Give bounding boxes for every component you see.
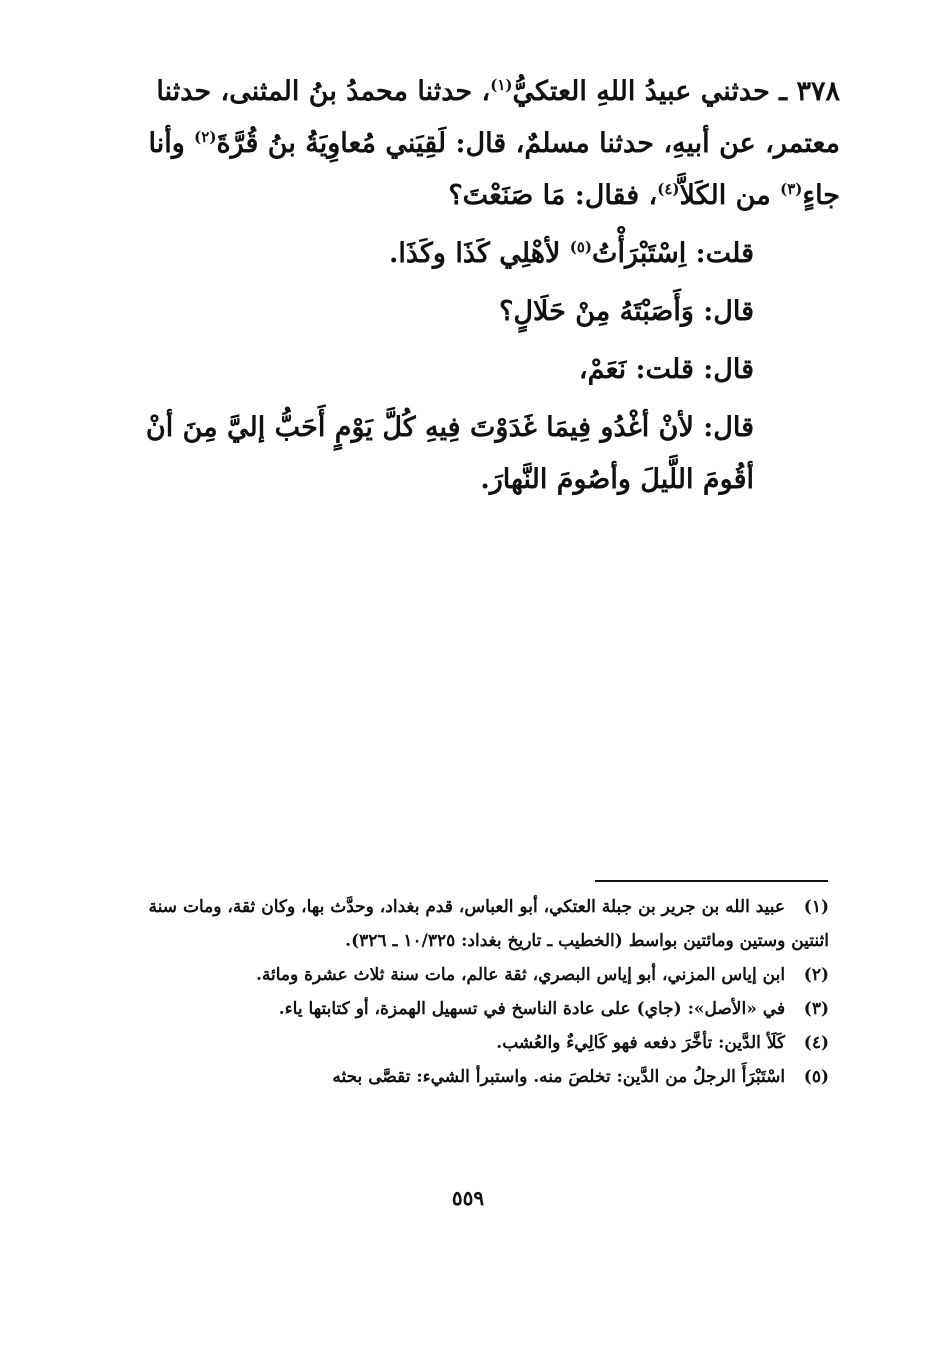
hadith-segment: ، فقال: مَا صَنَعْتَ؟ — [448, 180, 658, 211]
footnotes — [135, 890, 829, 1094]
footnote-4 — [135, 1026, 829, 1060]
dialogue-text: قلت: اِسْتَبْرَأْتُ — [592, 238, 754, 269]
footnote-ref-4[interactable]: (٤) — [657, 180, 680, 198]
footnote-number: (١) — [803, 897, 829, 917]
footnote-number: (٣) — [803, 999, 829, 1019]
footnote-separator — [595, 880, 828, 882]
footnote-ref-2[interactable]: (٢) — [194, 128, 217, 146]
footnote-number: (٤) — [803, 1033, 829, 1053]
dialogue-line: قال: قلت: نَعَمْ، — [578, 354, 754, 385]
footnote-ref-1[interactable]: (١) — [490, 76, 513, 94]
hadith-opening-paragraph: ٣٧٨ ـ حدثني عبيدُ اللهِ العتكيُّ$^{(١)}$، حدثنا محمدُ بنُ المثنى، حدثنا معتمر، عن أبيهِ، حدثنا مسلمٌ، قال: لَقِيَني مُعاوِيَةُ بنُ قُرَّةَ$^{(٢)}$ وأنا جاءٍ$^{(٣)}$ من الكَلاَّ$^{(٤)}$، فقال: مَا صَنَعْتَ؟ — [148, 76, 840, 211]
hadith-segment: وأنا جاءٍ — [148, 128, 840, 211]
page-number: ٥٥٩ — [451, 1186, 485, 1210]
footnote-2 — [135, 958, 829, 992]
hadith-text — [120, 66, 840, 506]
footnote-3 — [135, 992, 829, 1026]
dialogue-line: قال: لأنْ أغْدُو فِيمَا غَدَوْتَ فِيهِ كُلَّ يَوْمٍ أَحَبُّ إليَّ مِنَ أنْ أقُومَ اللَّيلَ وأصُومَ النَّهارَ. — [145, 412, 754, 495]
footnote-1 — [135, 890, 829, 958]
footnote-ref-5[interactable]: (٥) — [569, 238, 593, 256]
footnote-text: ابن إياس المزني، أبو إياس البصري، ثقة عالم، مات سنة ثلاث عشرة ومائة. — [255, 965, 786, 985]
dialogue-line — [120, 228, 840, 280]
footnote-text: كَلَأ الدَّين: تأخَّرَ دفعه فهو كَالِيءٌ والعُشب. — [496, 1033, 786, 1053]
hadith-isnad-start: حدثني عبيدُ اللهِ العتكيُّ — [512, 76, 770, 107]
footnote-text: اسْتَبْرَأَ الرجلُ من الدَّين: تخلصَ منه. واستبرأ الشيء: تقصَّى بحثه — [332, 1067, 786, 1087]
footnote-text: عبيد الله بن جرير بن جبلة العتكي، أبو العباس، قدم بغداد، وحدَّث بها، وكان ثقة، ومات سنة اثنتين وستين ومائتين بواسط (الخطيب ـ تاريخ بغداد: ١٠/٣٢٥ ـ ٣٢٦). — [148, 897, 829, 951]
footnote-5 — [135, 1060, 829, 1094]
hadith-number: ٣٧٨ — [796, 76, 840, 107]
dialogue-text: لأهْلِي كَذَا وكَذَا. — [388, 238, 570, 269]
footnote-text: في «الأصل»: (جاي) على عادة الناسخ في تسهيل الهمزة، أو كتابتها ياء. — [278, 999, 786, 1019]
footnote-number: (٢) — [803, 965, 829, 985]
dialogue-line: قال: وَأَصَبْتَهُ مِنْ حَلَالٍ؟ — [499, 296, 754, 327]
footnote-ref-3[interactable]: (٣) — [780, 180, 803, 198]
footnote-number: (٥) — [803, 1067, 829, 1087]
hadith-isnad-rest: ، حدثنا محمدُ بنُ المثنى، حدثنا معتمر، عن أبيهِ، حدثنا مسلمٌ، قال: لَقِيَني مُعاوِيَةُ بنُ قُرَّةَ — [156, 76, 840, 159]
hadith-segment: من الكَلاَّ — [679, 180, 781, 211]
